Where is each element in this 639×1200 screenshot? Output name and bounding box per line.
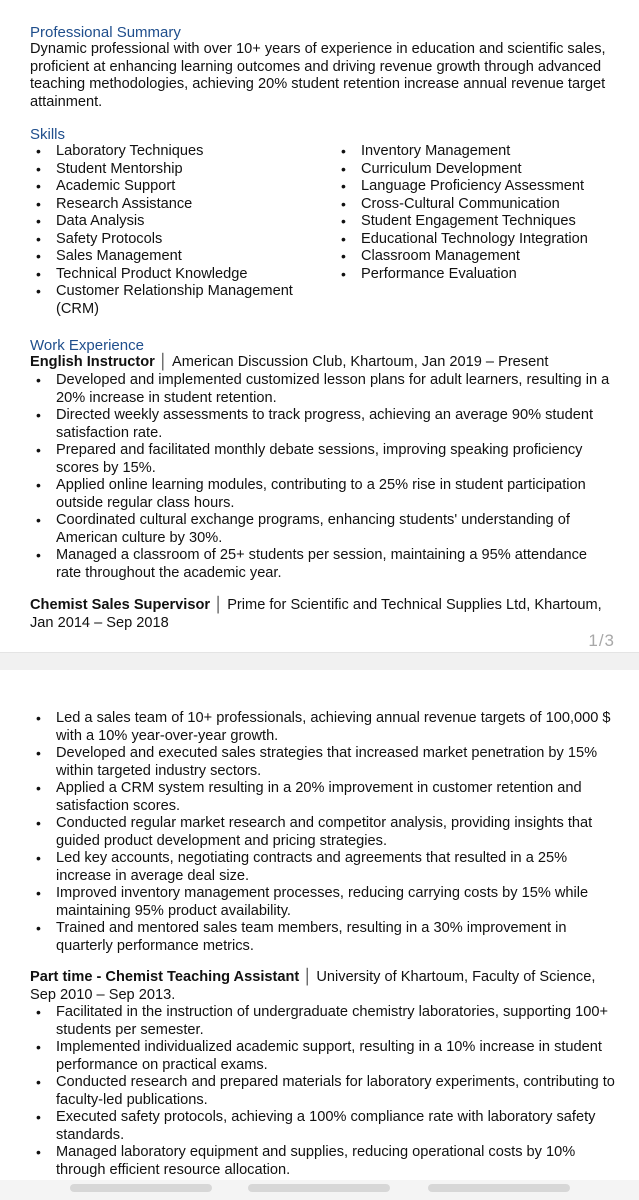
bullet-icon: • <box>36 230 41 247</box>
bullet-icon: • <box>36 195 41 212</box>
page-gap <box>0 652 639 672</box>
list-item: • Directed weekly assessments to track progress, achieving an average 90% student satisfaction rate. <box>36 407 593 441</box>
bullet-icon: • <box>36 1109 41 1125</box>
bullet-icon: • <box>36 372 41 388</box>
job-separator: │ <box>303 969 313 985</box>
bullet-icon: • <box>36 477 41 493</box>
bullet-icon: • <box>341 230 346 247</box>
document-page-2 <box>0 670 639 1180</box>
job-title: Chemist Sales Supervisor <box>30 597 211 613</box>
skill-item: • Student Engagement Techniques <box>341 213 576 229</box>
bullet-icon: • <box>341 160 346 177</box>
bullet-icon: • <box>36 248 41 264</box>
bullet-icon: • <box>36 920 41 936</box>
skill-item: • Sales Management <box>36 248 182 264</box>
bullet-icon: • <box>36 407 41 423</box>
skill-item: • Academic Support <box>36 178 176 194</box>
job-header <box>30 597 615 632</box>
bullet-icon: • <box>341 265 346 282</box>
skills-heading: Skills <box>30 126 66 143</box>
job-header <box>30 969 615 1004</box>
bullet-icon: • <box>36 143 41 159</box>
list-item: • Prepared and facilitated monthly debate sessions, improving speaking proficiency scores by 15%. <box>36 442 583 476</box>
bullet-icon: • <box>36 885 41 901</box>
skill-item: • Customer Relationship Management (CRM) <box>36 283 293 317</box>
summary-heading: Professional Summary <box>30 24 181 41</box>
bullet-icon: • <box>36 710 41 726</box>
page-indicator: 1/3 <box>588 631 615 650</box>
work-heading: Work Experience <box>30 337 144 354</box>
list-item: • Conducted regular market research and competitor analysis, providing insights that guided product development and pricing strategies. <box>36 815 593 849</box>
job-bullets <box>30 1004 615 1179</box>
skill-item: • Performance Evaluation <box>341 265 517 282</box>
job-header <box>30 354 615 372</box>
skill-item: • Technical Product Knowledge <box>36 265 248 282</box>
job-bullets <box>30 710 615 955</box>
bullet-icon: • <box>36 160 41 177</box>
job-detail: American Discussion Club, Khartoum, Jan 2019 – Present <box>172 354 549 370</box>
list-item: • Implemented individualized academic support, resulting in a 10% increase in student performance on practical exams. <box>36 1039 602 1073</box>
bullet-icon: • <box>36 1144 41 1160</box>
scroll-indicator[interactable] <box>428 1184 570 1192</box>
list-item: • Coordinated cultural exchange programs, enhancing students' understanding of American culture by 30%. <box>36 512 570 546</box>
bullet-icon: • <box>36 1039 41 1055</box>
bullet-icon: • <box>341 143 346 159</box>
list-item: • Conducted research and prepared materials for laboratory experiments, contributing to faculty-led publications. <box>36 1074 615 1108</box>
bullet-icon: • <box>341 195 346 212</box>
bullet-icon: • <box>341 213 346 229</box>
job-title: English Instructor <box>30 354 155 370</box>
skill-item: • Classroom Management <box>341 248 520 264</box>
skill-item: • Curriculum Development <box>341 160 522 177</box>
job-detail: University of Khartoum, Faculty of Science, Sep 2010 – Sep 2013. <box>30 969 596 1003</box>
list-item: • Applied a CRM system resulting in a 20% improvement in customer retention and satisfaction scores. <box>36 780 582 814</box>
bullet-icon: • <box>36 283 41 299</box>
skill-item: • Safety Protocols <box>36 230 163 247</box>
job-detail: Prime for Scientific and Technical Supplies Ltd, Khartoum, Jan 2014 – Sep 2018 <box>30 597 602 631</box>
bullet-icon: • <box>36 780 41 796</box>
bullet-icon: • <box>36 1074 41 1090</box>
skills-list-right <box>335 143 625 283</box>
summary-text: Dynamic professional with over 10+ years of experience in education and scientific sales, proficient at enhancing learning outcomes and driving revenue growth through advanced teaching methodologies, achieving 20% student retention increase annual revenue target attainment. <box>30 41 606 110</box>
list-item: • Executed safety protocols, achieving a 100% compliance rate with laboratory safety standards. <box>36 1109 596 1143</box>
list-item: • Managed a classroom of 25+ students per session, maintaining a 95% attendance rate throughout the academic year. <box>36 547 587 581</box>
list-item: • Developed and executed sales strategies that increased market penetration by 15% within targeted industry sectors. <box>36 745 598 779</box>
skill-item: • Educational Technology Integration <box>341 230 588 247</box>
bullet-icon: • <box>36 442 41 458</box>
bullet-icon: • <box>36 1004 41 1020</box>
skill-item: • Research Assistance <box>36 195 193 212</box>
list-item: • Improved inventory management processes, reducing carrying costs by 15% while maintaining 95% product availability. <box>36 885 589 919</box>
skill-item: • Cross-Cultural Communication <box>341 195 560 212</box>
list-item: • Led a sales team of 10+ professionals, achieving annual revenue targets of 100,000 $ with a 10% year-over-year growth. <box>36 710 611 744</box>
list-item: • Trained and mentored sales team members, resulting in a 30% improvement in quarterly performance metrics. <box>36 920 567 954</box>
bullet-icon: • <box>36 213 41 229</box>
skill-item: • Inventory Management <box>341 143 511 159</box>
skill-item: • Data Analysis <box>36 213 145 229</box>
scroll-area-footer <box>0 1180 639 1200</box>
skill-item: • Laboratory Techniques <box>36 143 204 159</box>
bullet-icon: • <box>36 547 41 563</box>
job-separator: │ <box>158 354 168 370</box>
bullet-icon: • <box>36 178 41 194</box>
bullet-icon: • <box>36 512 41 528</box>
list-item: • Applied online learning modules, contributing to a 25% rise in student participation outside regular class hours. <box>36 477 586 511</box>
bullet-icon: • <box>36 850 41 866</box>
list-item: • Developed and implemented customized lesson plans for adult learners, resulting in a 20% increase in student retention. <box>36 372 610 406</box>
list-item: • Led key accounts, negotiating contracts and agreements that resulted in a 25% increase in average deal size. <box>36 850 568 884</box>
job-title: Part time - Chemist Teaching Assistant <box>30 969 300 985</box>
skill-item: • Language Proficiency Assessment <box>341 178 585 194</box>
skills-list-left <box>30 143 320 318</box>
scroll-indicator[interactable] <box>70 1184 212 1192</box>
bullet-icon: • <box>36 745 41 761</box>
skill-item: • Student Mentorship <box>36 160 183 177</box>
job-separator: │ <box>214 597 224 613</box>
scroll-indicator[interactable] <box>248 1184 390 1192</box>
bullet-icon: • <box>36 815 41 831</box>
job-bullets <box>30 372 615 582</box>
bullet-icon: • <box>36 265 41 282</box>
list-item: • Facilitated in the instruction of undergraduate chemistry laboratories, supporting 100+ students per semester. <box>36 1004 609 1038</box>
bullet-icon: • <box>341 248 346 264</box>
bullet-icon: • <box>341 178 346 194</box>
list-item: • Managed laboratory equipment and supplies, reducing operational costs by 10% through efficient resource allocation. <box>36 1144 576 1178</box>
